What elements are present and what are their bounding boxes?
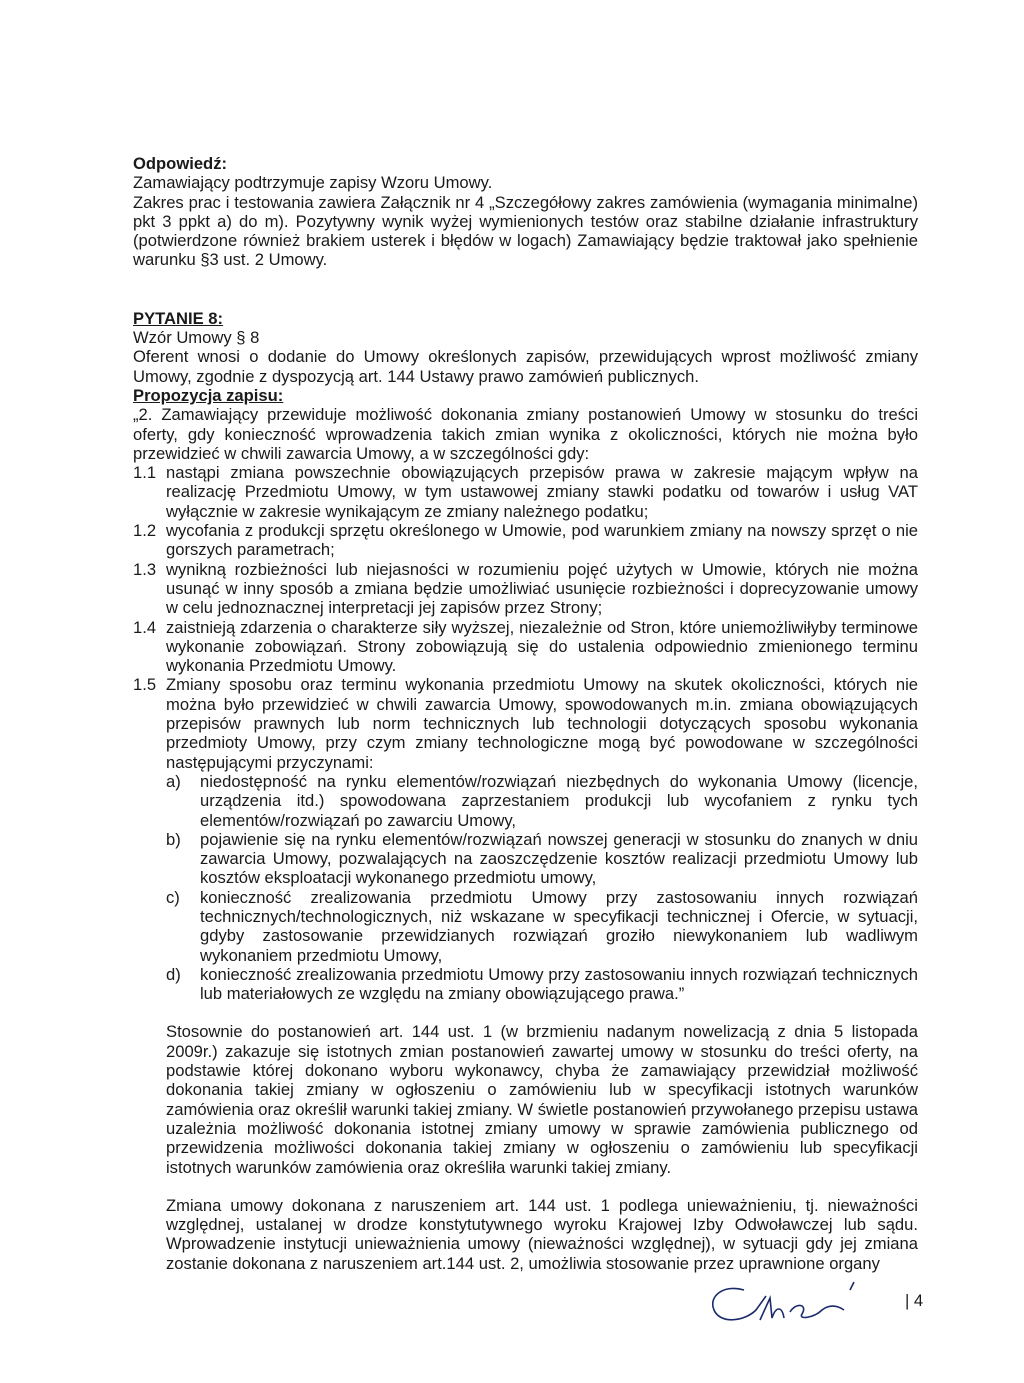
- sub-item-letter: d): [166, 964, 181, 984]
- commentary-paragraph-1: Stosownie do postanowień art. 144 ust. 1 (w brzmieniu nadanym nowelizacją z dnia 5 listopada 2009r.) zakazuje się istotnych zmian postanowień zawartej umowy w stosunku do treści oferty, na podstawie której dokonano wyboru wykonawcy, chyba że zamawiający przewidział możliwość dokonania takiej zmiany w ogłoszeniu o zamówieniu lub w specyfikacji istotnych warunków zamówienia oraz określił warunki takiej zmiany. W świetle postanowień przywołanego przepisu ustawa uzależnia możliwość dokonania istotnej zmiany umowy w sprawie zamówienia publicznego od przewidzenia możliwości dokonania takiej zmiany w ogłoszeniu o zamówieniu lub specyfikacji istotnych warunków zamówienia oraz określiła warunki takiej zmiany.: [166, 1022, 918, 1177]
- page-number: | 4: [905, 1291, 924, 1310]
- item-number: 1.4: [133, 617, 157, 637]
- sub-item-text: konieczność zrealizowania przedmiotu Umowy przy zastosowaniu innych rozwiązań technicznych/technologicznych, niż wskazane w specyfikacji technicznej i Ofercie, w sytuacji, gdyby zastosowanie przewidzianych rozwiązań groziło niewykonaniem lub wadliwym wykonaniem przedmiotu Umowy,: [200, 887, 918, 965]
- commentary-block-2: [133, 1196, 918, 1273]
- sub-list-item: [166, 965, 918, 1004]
- sub-list-item: [166, 888, 918, 965]
- sub-item-text: konieczność zrealizowania przedmiotu Umowy przy zastosowaniu innych rozwiązań technicznych lub materiałowych ze względu na zmiany obowiązującego prawa.”: [200, 964, 918, 1004]
- item-number: 1.2: [133, 521, 157, 541]
- item-number: 1.3: [133, 559, 157, 579]
- sub-list-item: [166, 830, 918, 888]
- answer-paragraph-1: Zamawiający podtrzymuje zapisy Wzoru Umowy.: [133, 173, 493, 193]
- item-text: zaistnieją zdarzenia o charakterze siły wyższej, niezależnie od Stron, które uniemożliwiłyby terminowe wykonanie zobowiązań. Strony zobowiązują się do ustalenia odpowiednio zmienionego terminu wykonania Przedmiotu Umowy.: [166, 617, 918, 676]
- question-heading: PYTANIE 8:: [133, 308, 224, 328]
- answer-heading: Odpowiedź:: [133, 154, 228, 173]
- list-item: [133, 560, 918, 618]
- item-text: nastąpi zmiana powszechnie obowiązujących przepisów prawa w zakresie mającym wpływ na realizację Przedmiotu Umowy, w tym ustawowej zmiany stawki podatku od towarów i usług VAT wyłącznie w zakresie wynikającym ze zmiany należnego podatku;: [166, 463, 918, 521]
- question-text: Oferent wnosi o dodanie do Umowy określonych zapisów, przewidujących wprost możliwość zmiany Umowy, zgodnie z dyspozycją art. 144 Ustawy prawo zamówień publicznych.: [133, 347, 918, 386]
- sub-item-letter: a): [166, 771, 181, 791]
- signature: [704, 1276, 874, 1336]
- proposal-heading: Propozycja zapisu:: [133, 385, 284, 405]
- list-item: [133, 675, 918, 771]
- sub-item-text: pojawienie się na rynku elementów/rozwiązań nowszej generacji w stosunku do znanych w dniu zawarcia Umowy, pozwalających na zaoszczędzenie kosztów realizacji przedmiotu Umowy lub kosztów eksploatacji wykonanego przedmiotu umowy,: [200, 829, 918, 888]
- proposal-intro: „2. Zamawiający przewiduje możliwość dokonania zmiany postanowień Umowy w stosunku do treści oferty, gdy konieczność wprowadzenia takich zmian wynika z okoliczności, których nie można było przewidzieć w chwili zawarcia Umowy, a w szczególności gdy:: [133, 405, 918, 463]
- item-text: Zmiany sposobu oraz terminu wykonania przedmiotu Umowy na skutek okoliczności, których nie można było przewidzieć w chwili zawarcia Umowy, spowodowanych m.in. zmiana obowiązujących przepisów prawnych lub norm technicznych lub technologii dotyczących sposobu wykonania przedmioty Umowy, przy czym zmiany technologiczne mogą być powodowane w szczególności następującymi przyczynami:: [166, 675, 918, 772]
- list-item: [133, 521, 918, 560]
- list-item: [133, 618, 918, 676]
- sub-list-item: [166, 772, 918, 830]
- commentary-paragraph-2: Zmiana umowy dokonana z naruszeniem art. 144 ust. 1 podlega unieważnieniu, tj. nieważności względnej, ustalanej w drodze konstytutywnego wyroku Krajowej Izby Odwoławczej lub sądu. Wprowadzenie instytucji unieważnienia umowy (nieważności względnej), w sytuacji gdy jej zmiana zostanie dokonana z naruszeniem art.144 ust. 2, umożliwia stosowanie przez uprawnione organy: [166, 1195, 918, 1273]
- question-reference: Wzór Umowy § 8: [133, 328, 260, 348]
- sub-item-letter: b): [166, 829, 181, 849]
- sub-item-text: niedostępność na rynku elementów/rozwiązań niezbędnych do wykonania Umowy (licencje, urządzenia itd.) spowodowana zaprzestaniem produkcji lub wycofaniem z rynku tych elementów/rozwiązań po zawarciu Umowy,: [200, 771, 918, 830]
- commentary-block-1: [133, 1022, 918, 1176]
- sub-item-letter: c): [166, 887, 180, 907]
- item-number: 1.1: [133, 463, 157, 483]
- item-number: 1.5: [133, 675, 157, 695]
- item-text: wycofania z produkcji sprzętu określonego w Umowie, pod warunkiem zmiany na nowszy sprzęt o nie gorszych parametrach;: [166, 521, 918, 560]
- text-column: [133, 154, 918, 1273]
- item-text: wynikną rozbieżności lub niejasności w rozumieniu pojęć użytych w Umowie, których nie można usunąć w inny sposób a zmiana będzie umożliwiać usunięcie rozbieżności i doprecyzowanie umowy w celu jednoznacznej interpretacji jej zapisów przez Strony;: [166, 559, 918, 618]
- answer-paragraph-2: Zakres prac i testowania zawiera Załącznik nr 4 „Szczegółowy zakres zamówienia (wymagania minimalne) pkt 3 ppkt a) do m). Pozytywny wynik wyżej wymienionych testów oraz stabilne działanie infrastruktury (potwierdzone również brakiem usterek i błędów w logach) Zamawiający będzie traktował jako spełnienie warunku §3 ust. 2 Umowy.: [133, 192, 918, 270]
- list-item: [133, 463, 918, 521]
